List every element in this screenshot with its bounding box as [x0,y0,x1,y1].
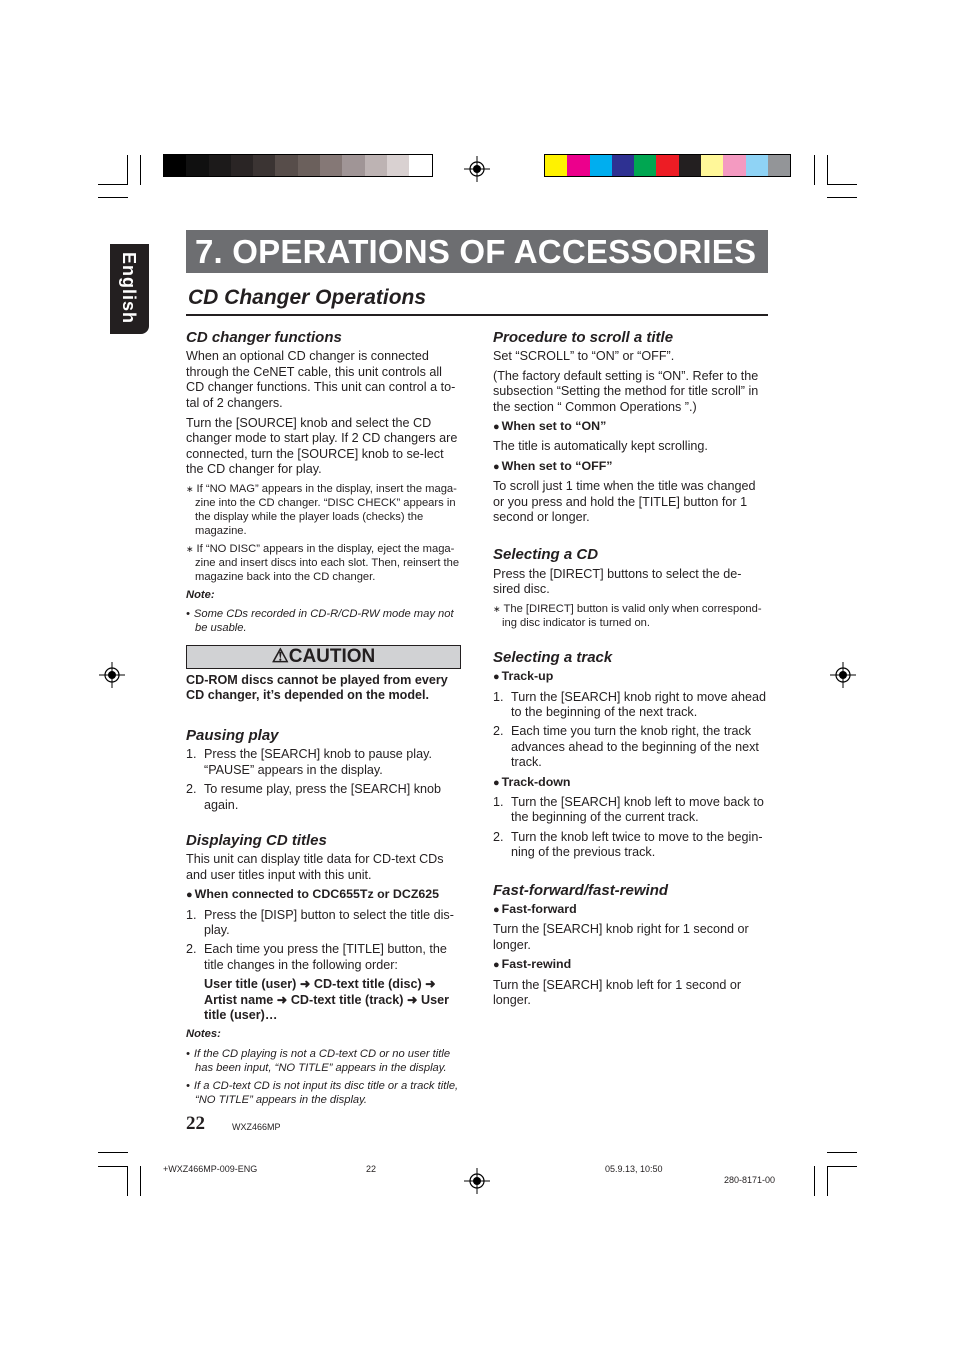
crop-mark [814,1166,815,1196]
color-swatch [545,155,567,176]
note-item: • If the CD playing is not a CD-text CD or no user title has been input, “NO TITLE” appears in the display. [186,1047,461,1075]
model-code: WXZ466MP [232,1122,281,1132]
crop-mark [827,184,857,185]
warning-triangle-icon: ⚠ [271,646,289,668]
crop-mark [140,1166,141,1196]
crop-mark [827,1166,828,1196]
heading-selecting-cd: Selecting a CD [493,546,599,564]
caution-label: CAUTION [288,646,376,668]
paragraph: Press the [DIRECT] buttons to select the de-sired disc. [493,566,742,597]
color-swatch [186,155,208,176]
numbered-step: 2. Each time you press the [TITLE] button, the title changes in the following order: [186,942,447,972]
spacer [493,865,768,883]
spacer [493,634,768,650]
color-swatch [365,155,387,176]
step-text: Turn the [SEARCH] knob left to move back to the beginning of the current track. [511,794,764,825]
color-swatch [768,155,790,176]
bullet-label: ● When connected to CDC655Tz or DCZ625 [186,887,461,903]
heading-pausing-play: Pausing play [186,726,279,744]
color-swatch [723,155,745,176]
numbered-step: 2. Turn the knob left twice to move to the begin-ning of the previous track. [493,829,763,860]
color-swatch [298,155,320,176]
heading-fast-forward: Fast-forward/fast-rewind [493,881,669,899]
crop-mark [140,155,141,185]
spacer [493,529,768,547]
bullet-label: ● When set to “OFF” [493,459,768,475]
crop-mark [827,197,857,198]
right-column [493,330,768,1012]
numbered-step: 2. To resume play, press the [SEARCH] knob again. [186,782,442,812]
paragraph: To scroll just 1 time when the title was changed or you press and hold the [TITLE] button for 1 second or longer. [493,479,756,525]
notes-heading: Notes: [186,1028,221,1041]
note-item: • Some CDs recorded in CD-R/CD-RW mode may not be usable. [186,607,461,635]
numbered-step: 1. Press the [SEARCH] knob to pause play. “PAUSE” appears in the display. [186,747,432,777]
asterisk-note: ∗ The [DIRECT] button is valid only when correspond-ing disc indicator is turned on. [493,602,768,630]
numbered-step: 1. Press the [DISP] button to select the title dis-play. [186,907,454,937]
caution-text: CD-ROM discs cannot be played from every CD changer, it’s depended on the model. [186,673,448,703]
color-swatch [612,155,634,176]
crop-mark [827,1152,857,1153]
left-column [186,330,461,1111]
print-datetime: 05.9.13, 10:50 [605,1164,663,1174]
crop-mark [827,1166,857,1167]
language-tab-label: English [119,252,139,325]
heading-cd-changer-functions: CD changer functions [186,329,342,346]
paragraph: The title is automatically kept scrolling. [493,439,708,454]
color-swatch [409,155,431,176]
chapter-title: 7. OPERATIONS OF ACCESSORIES [195,233,757,270]
title-order-sequence: User title (user) ➜ CD-text title (disc) ➜ Artist name ➜ CD-text title (track) ➜ User title (user)… [204,977,450,1022]
bullet-label: ● Track-down [493,775,768,791]
step-text: Each time you press the [TITLE] button, the title changes in the following order: [204,942,447,972]
color-swatch [590,155,612,176]
paragraph: Turn the [SOURCE] knob and select the CD changer mode to start play. If 2 CD changers are connected, turn the [SOURCE] knob to se-lect the CD changer for play. [186,416,458,477]
paragraph: Turn the [SEARCH] knob right for 1 second or longer. [493,922,749,952]
asterisk-note: ∗ If “NO DISC” appears in the display, eject the maga-zine and insert discs into each slot. Then, reinsert the magazine back into the CD changer. [186,542,461,584]
paragraph: Turn the [SEARCH] knob left for 1 second or longer. [493,977,742,1007]
bullet-label: ● Fast-forward [493,902,768,918]
language-tab [110,244,149,334]
bullet-label: ● Fast-rewind [493,957,768,973]
crop-mark [814,155,815,185]
color-swatch [231,155,253,176]
bullet-label: ● Track-up [493,669,768,685]
section-divider [186,314,768,316]
paragraph: (The factory default setting is “ON”. Refer to the subsection “Setting the method for title scroll” in the section “ Common Operations ”.) [493,368,759,414]
print-file-name: +WXZ466MP-009-ENG [163,1164,258,1174]
step-text: Turn the knob left twice to move to the begin-ning of the previous track. [511,829,763,860]
registration-mark-icon [830,662,856,688]
color-swatch [679,155,701,176]
section-title: CD Changer Operations [188,286,427,309]
registration-mark-icon [464,156,490,182]
color-swatch [342,155,364,176]
numbered-step: 1. Turn the [SEARCH] knob right to move ahead to the beginning of the next track. [493,689,767,719]
crop-mark [127,155,128,185]
paragraph: Set “SCROLL” to “ON” or “OFF”. [493,349,675,364]
note-heading: Note: [186,588,215,601]
paragraph: This unit can display title data for CD-text CDs and user titles input with this unit. [186,852,444,882]
asterisk-note: ∗ If “NO MAG” appears in the display, insert the maga-zine into the CD changer. “DISC CHECK” appears in the display while the player loads (checks) the magazine. [186,482,461,538]
color-swatch [567,155,589,176]
color-swatch [209,155,231,176]
step-text: Press the [SEARCH] knob to pause play. “PAUSE” appears in the display. [204,747,432,777]
color-swatch [387,155,409,176]
color-swatch [320,155,342,176]
spacer [186,817,461,833]
heading-selecting-track: Selecting a track [493,648,613,666]
color-swatch [275,155,297,176]
print-code: 280-8171-00 [724,1175,776,1185]
bullet-label: ● When set to “ON” [493,419,768,435]
crop-mark [827,155,828,185]
color-swatch-strip [544,154,791,177]
note-item: • If a CD-text CD is not input its disc title or a track title, “NO TITLE” appears in the display. [186,1079,461,1107]
grayscale-swatch-strip [163,154,433,177]
page-number: 22 [186,1113,205,1134]
caution-banner [186,645,461,669]
color-swatch [746,155,768,176]
crop-mark [98,1152,128,1153]
color-swatch [253,155,275,176]
crop-mark [98,1166,128,1167]
paragraph: When an optional CD changer is connected through the CeNET cable, this unit controls all CD changer functions. This unit can control a to-tal of 2 changers. [186,349,456,410]
registration-mark-icon [464,1168,490,1194]
color-swatch [656,155,678,176]
numbered-step: 2. Each time you turn the knob right, the track advances ahead to the beginning of the next track. [493,724,759,770]
spacer [186,708,461,728]
numbered-step: 1. Turn the [SEARCH] knob left to move back to the beginning of the current track. [493,794,764,825]
color-swatch [634,155,656,176]
print-page: 22 [366,1164,377,1174]
registration-mark-icon [99,662,125,688]
heading-displaying-cd-titles: Displaying CD titles [186,831,327,849]
step-text: Each time you turn the knob right, the track advances ahead to the beginning of the next track. [511,724,759,770]
step-text: Turn the [SEARCH] knob right to move ahead to the beginning of the next track. [511,689,767,719]
step-text: To resume play, press the [SEARCH] knob again. [204,782,442,812]
color-swatch [701,155,723,176]
crop-mark [127,1166,128,1196]
step-text: Press the [DISP] button to select the title dis-play. [204,907,454,937]
color-swatch [164,155,186,176]
chapter-title-bar [186,230,768,273]
heading-scroll-title: Procedure to scroll a title [493,329,674,346]
crop-mark [98,184,128,185]
crop-mark [98,197,128,198]
